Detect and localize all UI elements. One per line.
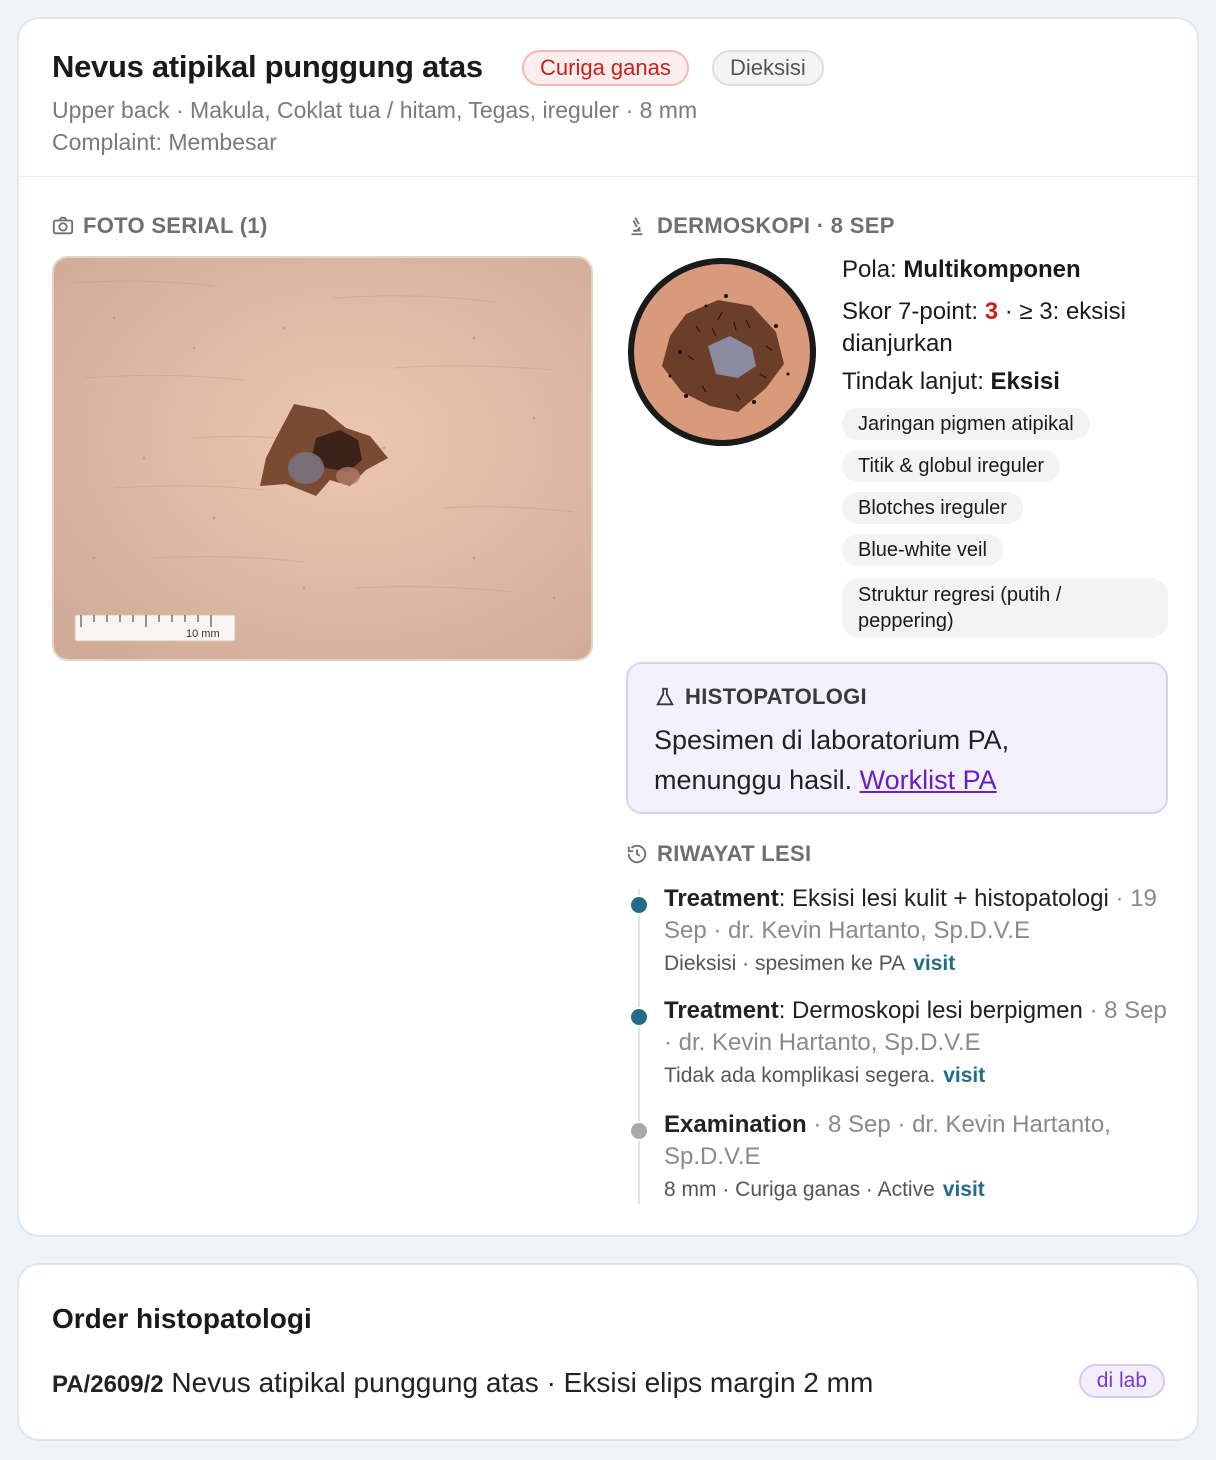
dermoskopi-heading [626,213,895,239]
visit-link[interactable]: visit [913,952,956,975]
event-kind: Examination [664,1111,807,1138]
riwayat-heading [626,841,811,867]
pola-row [842,256,1081,284]
visit-link[interactable]: visit [942,1178,985,1201]
histopatologi-panel [626,662,1168,814]
lesion-complaint: Complaint: Membesar [52,129,277,155]
event-title: : Eksisi lesi kulit + histopatologi [778,885,1109,912]
microscope-icon [626,215,648,237]
timeline-event [664,1109,1174,1205]
pola-value: Multikomponen [903,256,1081,283]
order-row[interactable] [52,1367,873,1399]
finding-chip: Blotches ireguler [842,492,1023,524]
lesion-title: Nevus atipikal punggung atas [52,49,483,84]
dermoscopy-image[interactable] [626,256,818,448]
lesion-photo[interactable] [52,256,593,661]
skor-note: · ≥ 3: eksisi dianjurkan [842,298,1126,357]
timeline-line [638,889,640,1204]
order-card [17,1263,1199,1441]
foto-serial-label: FOTO SERIAL (1) [83,213,268,238]
scale-label: 10 mm [186,628,220,640]
flask-icon [654,686,676,708]
dermoskopi-label: DERMOSKOPI · 8 SEP [657,213,895,238]
order-status-badge: di lab [1079,1364,1165,1398]
order-description: Nevus atipikal punggung atas · Eksisi elips margin 2 mm [163,1367,874,1398]
event-kind: Treatment [664,997,779,1024]
worklist-pa-link[interactable]: Worklist PA [859,765,997,795]
finding-chip: Jaringan pigmen atipikal [842,408,1090,440]
finding-chip: Struktur regresi (putih / peppering) [842,578,1168,638]
pola-label: Pola: [842,256,904,283]
histopatologi-text [654,720,1134,800]
event-title: : Dermoskopi lesi berpigmen [778,997,1083,1024]
lesion-header [19,19,1197,177]
histopatologi-label: HISTOPATOLOGI [685,684,867,709]
state-badge: Dieksisi [712,50,824,86]
event-note: 8 mm · Curiga ganas · Active [664,1178,935,1201]
foto-serial-heading [52,213,268,239]
timeline-event [664,995,1174,1091]
riwayat-label: RIWAYAT LESI [657,841,812,866]
timeline-dot [629,1007,649,1027]
status-badge: Curiga ganas [522,50,689,86]
tindak-value: Eksisi [990,368,1060,395]
order-code: PA/2609/2 [52,1371,164,1398]
history-icon [626,843,648,865]
visit-link[interactable]: visit [943,1064,986,1087]
event-kind: Treatment [664,885,779,912]
event-meta: · 8 Sep · dr. Kevin Hartanto, Sp.D.V.E [664,997,1167,1056]
timeline-event [664,883,1174,979]
lesion-card [17,17,1199,1237]
timeline-dot [629,1121,649,1141]
event-note: Dieksisi · spesimen ke PA [664,952,906,975]
event-meta: · 19 Sep · dr. Kevin Hartanto, Sp.D.V.E [664,885,1157,944]
timeline-dot [629,895,649,915]
event-note: Tidak ada komplikasi segera. [664,1064,936,1087]
tindak-row [842,368,1060,396]
skor-label: Skor 7-point: [842,298,985,325]
histopatologi-message: Spesimen di laboratorium PA, menunggu hasil. [654,725,1010,795]
camera-icon [52,215,74,237]
tindak-label: Tindak lanjut: [842,368,991,395]
lesion-summary: Upper back · Makula, Coklat tua / hitam, Tegas, ireguler · 8 mm [52,97,698,123]
finding-chip: Titik & globul ireguler [842,450,1060,482]
histopatologi-heading [654,684,867,710]
skor-row [842,296,1172,360]
order-title: Order histopatologi [52,1303,312,1334]
event-meta: · 8 Sep · dr. Kevin Hartanto, Sp.D.V.E [664,1111,1111,1170]
skor-value: 3 [984,298,999,325]
finding-chip: Blue-white veil [842,534,1003,566]
